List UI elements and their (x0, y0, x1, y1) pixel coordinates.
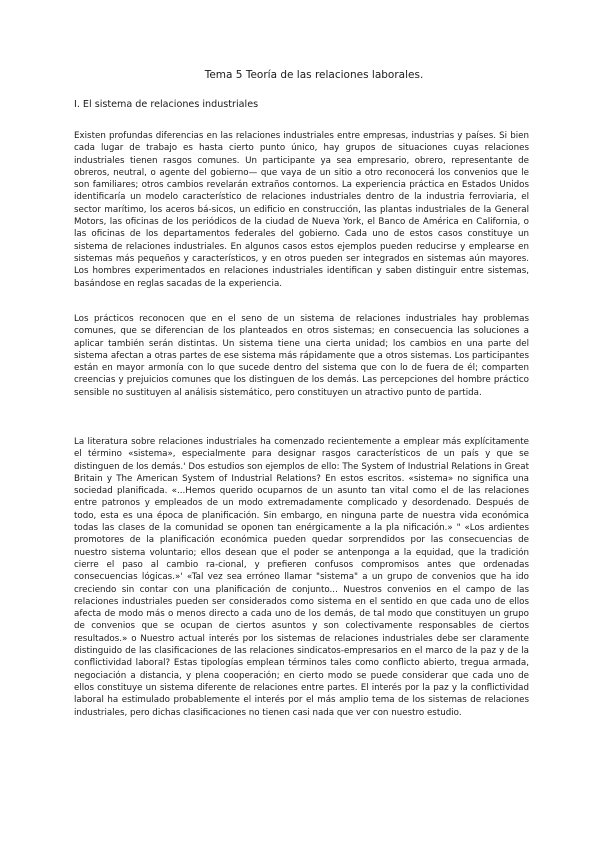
paragraph-2: Los prácticos reconocen que en el seno de un sistema de relaciones industriales hay problemas comunes, que se diferencian de los planteados en otros sistemas; en consecuencia las soluciones a aplicar también serán distintas. Un sistema tiene una cierta unidad; los cambios en una parte del sistema afectan a otras partes de ese sistema más rápidamente que a otros sistemas. Los participantes están en mayor armonía con lo que sucede dentro del sistema que con lo de fuera de él; comparten creencias y prejuicios comunes que los distinguen de los demás. Las percepciones del hombre práctico sensible no sustituyen al análisis sistemático, pero constituyen un atractivo punto de partida. (74, 314, 529, 398)
document-title: Tema 5 Teoría de las relaciones laborales. (204, 69, 424, 81)
paragraph-3: La literatura sobre relaciones industriales ha comenzado recientemente a emplear más explícitamente el término «sistema», especialmente para designar rasgos característicos de un país y que se distinguen de los demás.' Dos estudios son ejemplos de ello: The System of Industrial Relations in Great Britain y The American System of Industrial Relations? En estos escritos. «sistema» no significa una sociedad planificada. «...Hemos querido ocuparnos de un asunto tan vital como el de las relaciones entre patronos y empleados de un modo extremadamente complicado y desordenado. Después de todo, esta es una época de planificación. Sin embargo, en ninguna parte de nuestra vida económica todas las clases de la comunidad se oponen tan enérgicamente a la pla nificación.» " «Los ardientes promotores de la planificación económica pueden quedar sorprendidos por las consecuencias de nuestro sistema voluntario; ellos desean que el poder se antenponga a la equidad, que la tradición cierre el paso al cambio ra-cional, y prefieren confusos compromisos antes que ordenadas consecuencias lógicas.»' «Tal vez sea erróneo llamar "sistema" a un grupo de convenios que ha ido creciendo sin contar con una planificación de conjunto... Nuestros convenios en el campo de las relaciones industriales pueden ser considerados como sistema en el sentido en que cada uno de ellos afecta de modo más o menos directo a cada uno de los demás, de tal modo que constituyen un grupo de convenios que se ocupan de ciertos asuntos y son colectivamente responsables de ciertos resultados.» o Nuestro actual interés por los sistemas de relaciones industriales debe ser claramente distinguido de las clasificaciones de las relaciones sindicatos-empresarios en el marco de la paz y de la conflictividad laboral? Estas tipologías emplean términos tales como conflicto abierto, tregua armada, negociación a distancia, y plena cooperación; en cierto modo se puede considerar que cada uno de ellos constituye un sistema diferente de relaciones entre partes. El interés por la paz y la conflictividad laboral ha estimulado probablemente el interés por el más amplio tema de los sistemas de relaciones industriales, pero dichas clasificaciones no tienen casi nada que ver con nuestro estudio. (74, 437, 529, 718)
paragraph-1: Existen profundas diferencias en las relaciones industriales entre empresas, industrias y países. Si bien cada lugar de trabajo es hasta cierto punto único, hay grupos de situaciones cuyas relaciones industriales tienen rasgos comunes. Un participante ya sea empresario, obrero, representante de obreros, neutral, o agente del gobierno— que vaya de un sitio a otro reconocerá los convenios que le son familiares; otros cambios revelarán extraños contornos. La experiencia práctica en Estados Unidos identificaría un modelo característico de relaciones industriales dentro de la industria ferroviaria, el sector marítimo, los aceros bá-sicos, un edificio en construcción, las plantas industriales de la General Motors, las oficinas de los periódicos de la ciudad de Nueva York, el Banco de América en California, o las oficinas de los departamentos federales del gobierno. Cada uno de estos casos constituye un sistema de relaciones industriales. En algunos casos estos ejemplos pueden reducirse y emplearse en sistemas más pequeños y característicos, y en otros pueden ser integrados en sistemas aún mayores. Los hombres experimentados en relaciones industriales identifican y saben distinguir entre sistemas, basándose en reglas sacadas de la experiencia. (74, 131, 529, 289)
section-heading: I. El sistema de relaciones industriales (74, 99, 259, 110)
